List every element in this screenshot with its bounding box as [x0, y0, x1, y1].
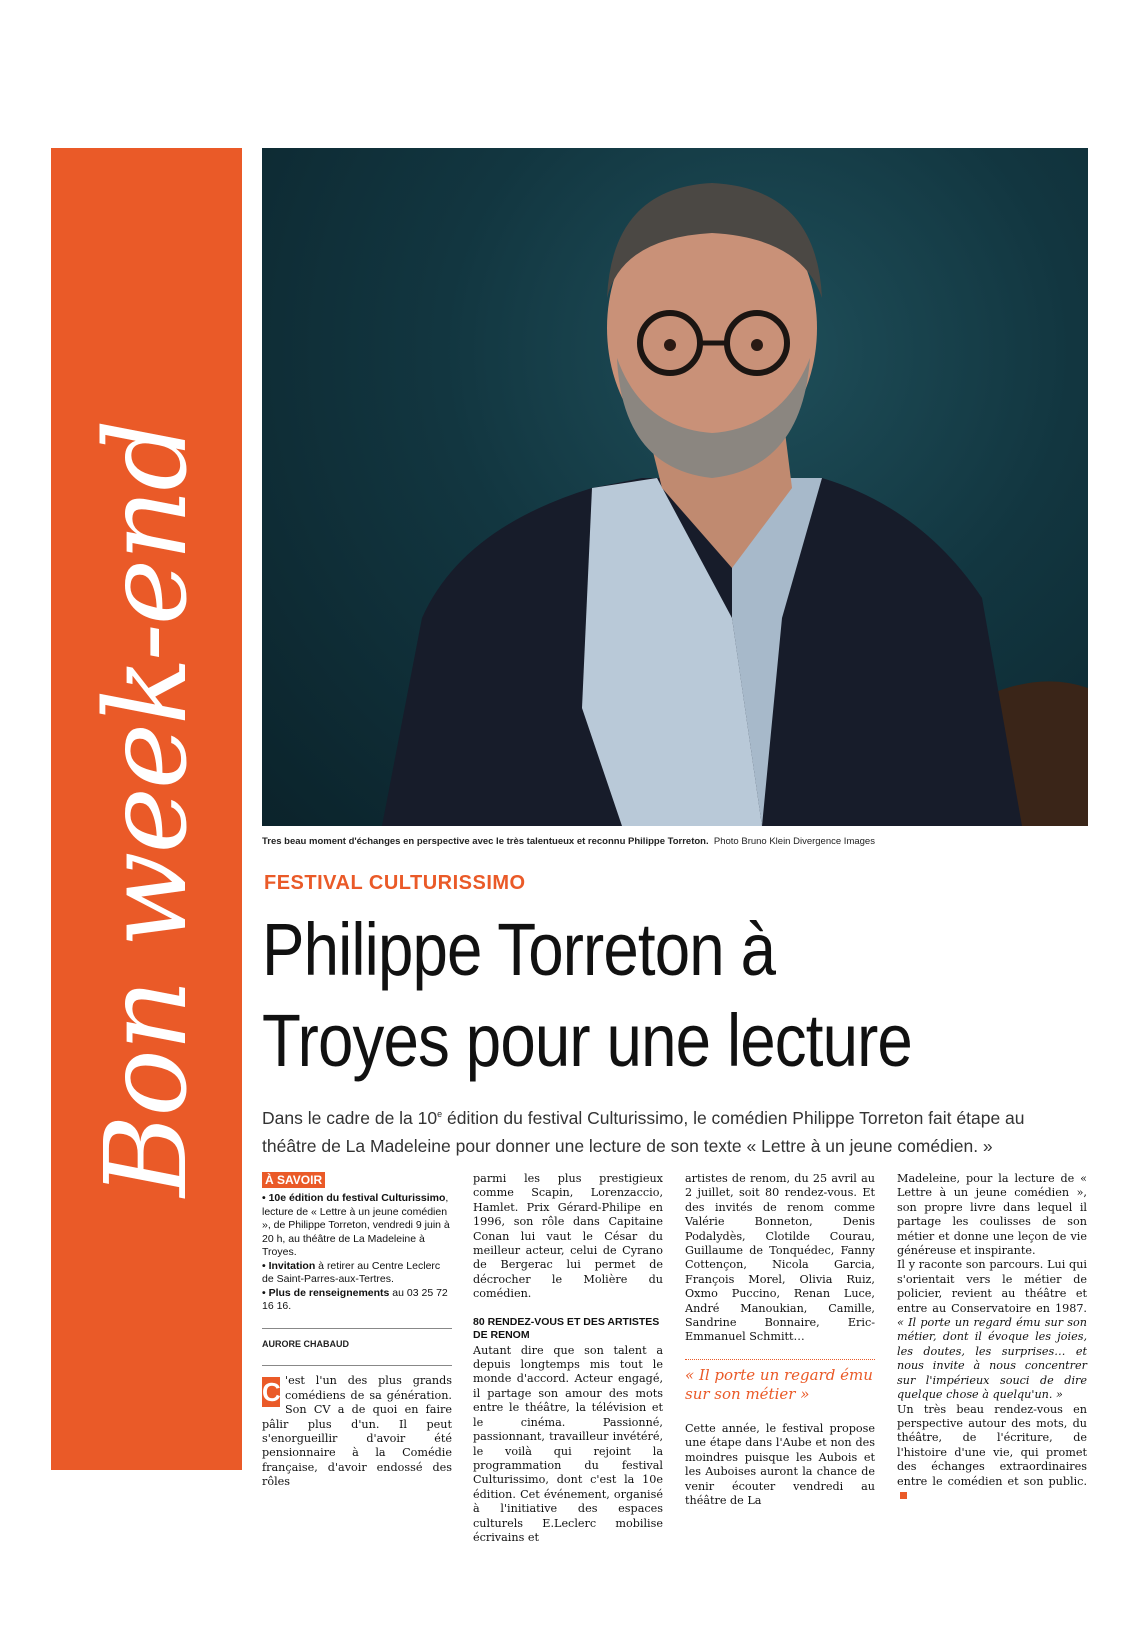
body-paragraph: Madeleine, pour la lecture de « Lettre à un jeune comédien », son propre livre dans lequel il partage les coulisses de son métier et donne une leçon de vie généreuse et inspirante. — [897, 1172, 1087, 1258]
portrait-illustration — [262, 148, 1088, 826]
photo-caption — [262, 836, 1088, 847]
pull-quote: « Il porte un regard ému sur son métier » — [685, 1359, 875, 1404]
info-box — [262, 1192, 452, 1314]
body-paragraph: Cette année, le festival propose une étape dans l'Aube et non des moindres puisque les Aubois et les Auboises auront la chance de venir écouter vendredi au théâtre de La — [685, 1421, 875, 1507]
a-savoir-badge: À SAVOIR — [262, 1172, 325, 1188]
drop-cap: C — [262, 1377, 281, 1408]
section-banner — [51, 148, 242, 1470]
body-paragraph: Il y raconte son parcours. Lui qui s'orientait vers le métier de policier, revient au théâtre et entre au Conservatoire en 1987. « Il porte un regard ému sur son métier, dont il évoque les joies, les doutes, les surprises… et nous invite à nous concentrer sur l'impérieux souci de dire quelque chose à quelqu'un. » — [897, 1258, 1087, 1402]
inline-quote: « Il porte un regard ému sur son métier, dont il évoque les joies, les doutes, les surprises… et nous invite à nous concentrer sur l'impérieux souci de dire quelque chose à quelqu'un. » — [897, 1316, 1087, 1402]
lead-part-1: Dans le cadre de la 10 — [262, 1107, 438, 1128]
article-kicker: FESTIVAL CULTURISSIMO — [264, 872, 526, 894]
portrait-photo — [262, 148, 1088, 826]
caption-text: Tres beau moment d'échanges en perspective avec le très talentueux et reconnu Philippe Torreton. — [262, 836, 709, 847]
lead-sup: e — [437, 1109, 443, 1119]
article-column-4 — [897, 1172, 1087, 1503]
body-paragraph: parmi les plus prestigieux comme Scapin, Lorenzaccio, Hamlet. Prix Gérard-Philipe en 1996, son rôle dans Capitaine Conan lui vaut le César du meilleur acteur, celui de Cyrano de Bergerac lui permet de décrocher le Molière du comédien. — [473, 1172, 663, 1301]
article-headline — [262, 904, 976, 1086]
body-paragraph: Autant dire que son talent a depuis longtemps mis tout le monde d'accord. Acteur engagé, il partage son amour des mots entre le théâtre, la télévision et le cinéma. Passionné, passionnant, travailleur invétéré, le voilà qui rejoint la programmation du festival Culturissimo, dont c'est la 10e édition. Cet événement, organisé à l'initiative des espaces culturels E.Leclerc mobilise écrivains et — [473, 1343, 663, 1544]
lead-part-2: édition du festival Culturissimo, le comédien Philippe Torreton fait étape au théâtre de La Madeleine pour donner une lecture de son texte « Lettre à un jeune comédien. » — [262, 1107, 1025, 1156]
photo-credit: Photo Bruno Klein Divergence Images — [713, 836, 875, 847]
section-title: Bon week-end — [81, 421, 212, 1197]
body-paragraph: Un très beau rendez-vous en perspective autour des mots, du théâtre, de l'écriture, de l'histoire d'une vie, qui promet des échanges extraordinaires entre le comédien et son public. — [897, 1403, 1087, 1504]
divider — [262, 1365, 452, 1366]
info-item-contact: • Plus de renseignements au 03 25 72 16 16. — [262, 1286, 448, 1313]
divider — [262, 1328, 452, 1329]
headline-line-1: Philippe Torreton à — [262, 908, 776, 991]
info-item-festival: • 10e édition du festival Culturissimo, lecture de « Lettre à un jeune comédien », de Philippe Torreton, vendredi 9 juin à 20 h, au théâtre de La Madeleine à Troyes. — [262, 1192, 450, 1259]
article-column-3 — [685, 1172, 875, 1508]
article-lead — [262, 1100, 1082, 1160]
section-subhead: 80 RENDEZ-VOUS ET DES ARTISTES DE RENOM — [473, 1315, 660, 1341]
body-paragraph: artistes de renom, du 25 avril au 2 juillet, soit 80 rendez-vous. Et des invités de renom comme Valérie Bonneton, Denis Podalydès, Clotilde Courau, Guillaume de Tonquédec, Fanny Cottençon, Nicola Garcia, François Morel, Olivia Ruiz, Oxmo Puccino, Renan Luce, André Manoukian, Camille, Sandrine Bonnaire, Eric-Emmanuel Schmitt… — [685, 1172, 875, 1344]
author-byline: AURORE CHABAUD — [262, 1338, 349, 1349]
body-paragraph: C 'est l'un des plus grands comédiens de sa génération. Son CV a de quoi en faire pâlir plus d'un. Il peut s'enorgueillir d'avoir été pensionnaire à la Comédie française, d'avoir endossé des rôles — [262, 1374, 452, 1489]
end-mark-icon — [900, 1492, 907, 1499]
article-column-2 — [473, 1172, 663, 1545]
info-item-invitation: • Invitation à retirer au Centre Leclerc de Saint-Parres-aux-Tertres. — [262, 1259, 441, 1286]
headline-line-2: Troyes pour une lecture — [262, 999, 912, 1082]
article-column-1 — [262, 1172, 452, 1490]
